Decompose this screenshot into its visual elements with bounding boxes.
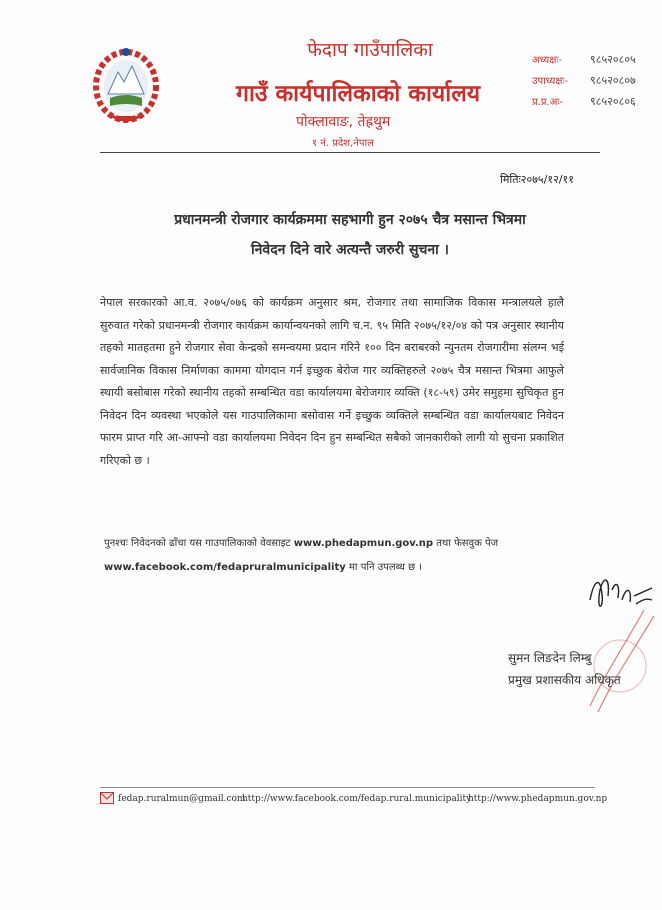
footer-website-link[interactable]: http://www.phedapmun.gov.np [468, 794, 608, 804]
notice-title-line: प्रधानमन्त्री रोजगार कार्यक्रममा सहभागी हुन २०७५ चैत्र मसान्त भित्रमा [174, 212, 526, 228]
notice-title-line: निवेदन दिने वारे अत्यन्तै जरुरी सुचना । [251, 242, 449, 258]
office-name: गाउँ कार्यपालिकाको कार्यालय [236, 81, 481, 107]
contact-label: प्र.प्र.अः- [532, 97, 564, 108]
contact-number: ९८५२०८०६ [590, 95, 636, 108]
facebook-link[interactable]: www.facebook.com/fedapruralmunicipality [104, 562, 346, 573]
contact-chairperson [532, 52, 636, 67]
contact-cao [532, 94, 636, 109]
contact-number: ९८५२०८०५ [590, 53, 636, 66]
postscript-line [104, 532, 544, 556]
signer-designation: प्रमुख प्रशासकीय अधिकृत [508, 673, 621, 687]
header-divider [100, 152, 600, 153]
postscript-line [104, 556, 544, 580]
letter-date: मितिः२०७५/१२/११ [500, 173, 574, 186]
notice-body: नेपाल सरकारको आ.व. २०७५/०७६ को कार्यक्रम अनुसार श्रम, रोजगार तथा सामाजिक विकास मन्त्रालयले हालै सुरुवात गरेको प्रधानमन्त्री रोजगार कार्यक्रम कार्यान्वयनको लागि च.न. ९५ मिति २०७५/१२/०४ को पत्र अनुसार स्थानीय तहको मातहतमा हुने रोजगार सेवा केन्द्रको समन्वयमा प्रदान गरिने १०० दिन बराबरको न्युनतम रोजगारीमा संलग्न भई सार्वजानिक विकास निर्माणका काममा योगदान गर्न इच्छुक बेरोज गार व्यक्तिहरुले २०७५ चैत्र मसान्त भित्रमा आफुले स्थायी बसोबास गरेको स्थानीय तहको सम्बन्धित वडा कार्यालयमा बेरोजगार व्यक्ति (१८-५९) उमेर समुहमा सुचिकृत हुन निवेदन दिन व्यवस्था भएकोले यस गाउपालिकामा बसोवास गर्ने इच्छुक व्यक्तिले सम्बन्धित वडा कार्यालयबाट निवेदन फारम प्राप्त गरि आ-आफ्नो वडा कार्यालयमा निवेदन दिन हुन सम्बन्धित सबैको जानकारीको लागी यो सुचना प्रकाशित गरिएको छ । [100, 296, 564, 467]
footer-facebook-link[interactable]: http://www.facebook.com/fedap.rural.municipality [242, 794, 472, 804]
postscript-text: तथा फेसवुक पेज [433, 538, 499, 549]
office-address: पोक्लावाङ, तेह्रथुम [296, 114, 391, 130]
contact-label: उपाध्यक्षः- [532, 76, 569, 87]
footer-email[interactable]: fedap.ruralmun@gmail.com [118, 794, 246, 804]
nepal-emblem-icon [90, 42, 162, 126]
mail-icon [100, 792, 114, 804]
postscript-text: पुनश्चः निवेदनको ढाँचा यस गाउपालिकाको वेवसाइट [104, 538, 294, 549]
contact-label: अध्यक्षः- [532, 55, 562, 66]
postscript-text: मा पनि उपलब्ध छ । [345, 562, 423, 573]
signer-block [508, 647, 621, 691]
contact-vice-chairperson [532, 73, 636, 88]
footer-divider [100, 787, 595, 788]
municipality-name: फेदाप गाउँपालिका [307, 39, 433, 61]
postscript [104, 532, 544, 580]
office-province: १ नं. प्रदेश,नेपाल [312, 138, 374, 149]
contact-number: ९८५२०८०७ [590, 74, 636, 87]
website-link[interactable]: www.phedapmun.gov.np [293, 538, 434, 549]
signer-name: सुमन लिङदेन लिम्बु [508, 651, 592, 665]
notice-title [100, 205, 600, 265]
